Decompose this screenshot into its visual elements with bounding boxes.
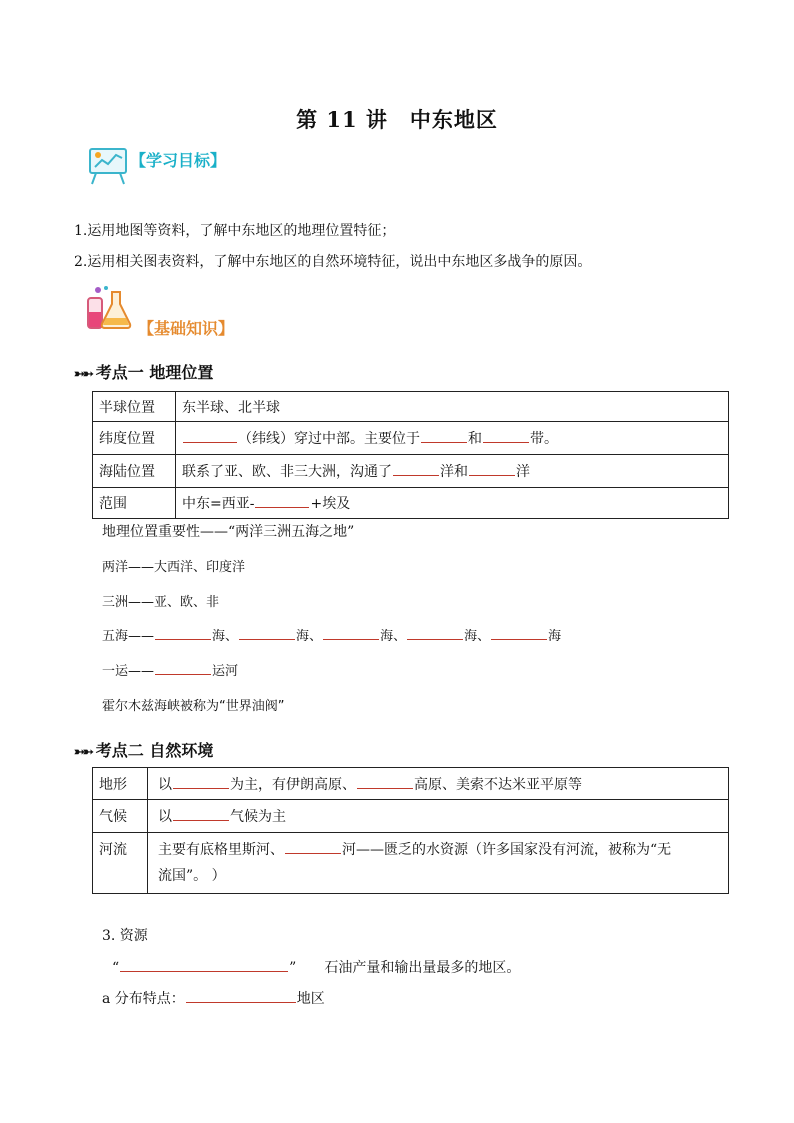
row-key: 纬度位置 xyxy=(93,422,176,455)
target-board-icon xyxy=(86,146,130,186)
arrow-icon: ➳➳ xyxy=(74,367,92,382)
table-row xyxy=(93,800,729,833)
flask-icon xyxy=(84,284,136,332)
answer-blank[interactable] xyxy=(186,990,296,1003)
answer-blank[interactable] xyxy=(173,776,229,789)
section1-heading: ➳➳ 考点一 地理位置 xyxy=(74,363,214,382)
hormuz-line: 霍尔木兹海峡被称为“世界油阀” xyxy=(102,699,285,714)
distribution-line: a 分布特点： 地区 xyxy=(102,991,325,1007)
learning-target-label: 【学习目标】 xyxy=(130,151,227,170)
row-value: 主要有底格里斯河、 河——匮乏的水资源（许多国家没有河流，被称为“无 流国”。 ） xyxy=(148,833,729,894)
two-oceans-line: 两洋——大西洋、印度洋 xyxy=(102,560,246,575)
answer-blank[interactable] xyxy=(393,463,439,476)
answer-blank[interactable] xyxy=(173,808,229,821)
row-value: 以 为主，有伊朗高原、 高原、美索不达米亚平原等 xyxy=(148,768,729,800)
basic-knowledge-label: 【基础知识】 xyxy=(138,319,235,338)
environment-table xyxy=(92,767,729,894)
row-value: 东半球、北半球 xyxy=(176,392,729,422)
row-key: 范围 xyxy=(93,488,176,519)
answer-blank[interactable] xyxy=(357,776,413,789)
location-table xyxy=(92,391,729,519)
oil-line: “ ” 石油产量和输出量最多的地区。 xyxy=(112,960,521,976)
answer-blank[interactable] xyxy=(323,627,379,640)
answer-blank[interactable] xyxy=(183,430,237,443)
row-value: （纬线）穿过中部。主要位于 和 带。 xyxy=(176,422,729,455)
section2-heading: ➳➳ 考点二 自然环境 xyxy=(74,741,214,760)
five-seas-line: 五海—— 海、 海、 海、 海、 海 xyxy=(102,629,562,644)
answer-blank[interactable] xyxy=(469,463,515,476)
row-key: 气候 xyxy=(93,800,148,833)
answer-blank[interactable] xyxy=(483,430,529,443)
page-title: 第 11 讲 中东地区 xyxy=(296,107,498,132)
target-item-1: 1.运用地图等资料，了解中东地区的地理位置特征； xyxy=(74,223,396,239)
row-key: 地形 xyxy=(93,768,148,800)
target-item-2: 2.运用相关图表资料，了解中东地区的自然环境特征，说出中东地区多战争的原因。 xyxy=(74,254,592,270)
row-key: 海陆位置 xyxy=(93,455,176,488)
table-row xyxy=(93,392,729,422)
table-row xyxy=(93,488,729,519)
answer-blank[interactable] xyxy=(491,627,547,640)
three-continents-line: 三洲——亚、欧、非 xyxy=(102,595,220,610)
answer-blank[interactable] xyxy=(155,627,211,640)
answer-blank[interactable] xyxy=(155,662,211,675)
answer-blank[interactable] xyxy=(120,959,288,972)
answer-blank[interactable] xyxy=(239,627,295,640)
answer-blank[interactable] xyxy=(407,627,463,640)
canal-line: 一运—— 运河 xyxy=(102,664,239,679)
answer-blank[interactable] xyxy=(255,495,309,508)
table-row xyxy=(93,833,729,894)
answer-blank[interactable] xyxy=(421,430,467,443)
importance-line: 地理位置重要性——“两洋三洲五海之地” xyxy=(102,524,355,540)
row-value: 中东=西亚- +埃及 xyxy=(176,488,729,519)
row-value: 联系了亚、欧、非三大洲，沟通了 洋和 洋 xyxy=(176,455,729,488)
row-key: 半球位置 xyxy=(93,392,176,422)
row-key: 河流 xyxy=(93,833,148,894)
table-row xyxy=(93,455,729,488)
answer-blank[interactable] xyxy=(285,841,341,854)
table-row xyxy=(93,422,729,455)
arrow-icon: ➳➳ xyxy=(74,745,92,760)
resources-heading: 3. 资源 xyxy=(102,928,148,944)
row-value: 以 气候为主 xyxy=(148,800,729,833)
table-row xyxy=(93,768,729,800)
